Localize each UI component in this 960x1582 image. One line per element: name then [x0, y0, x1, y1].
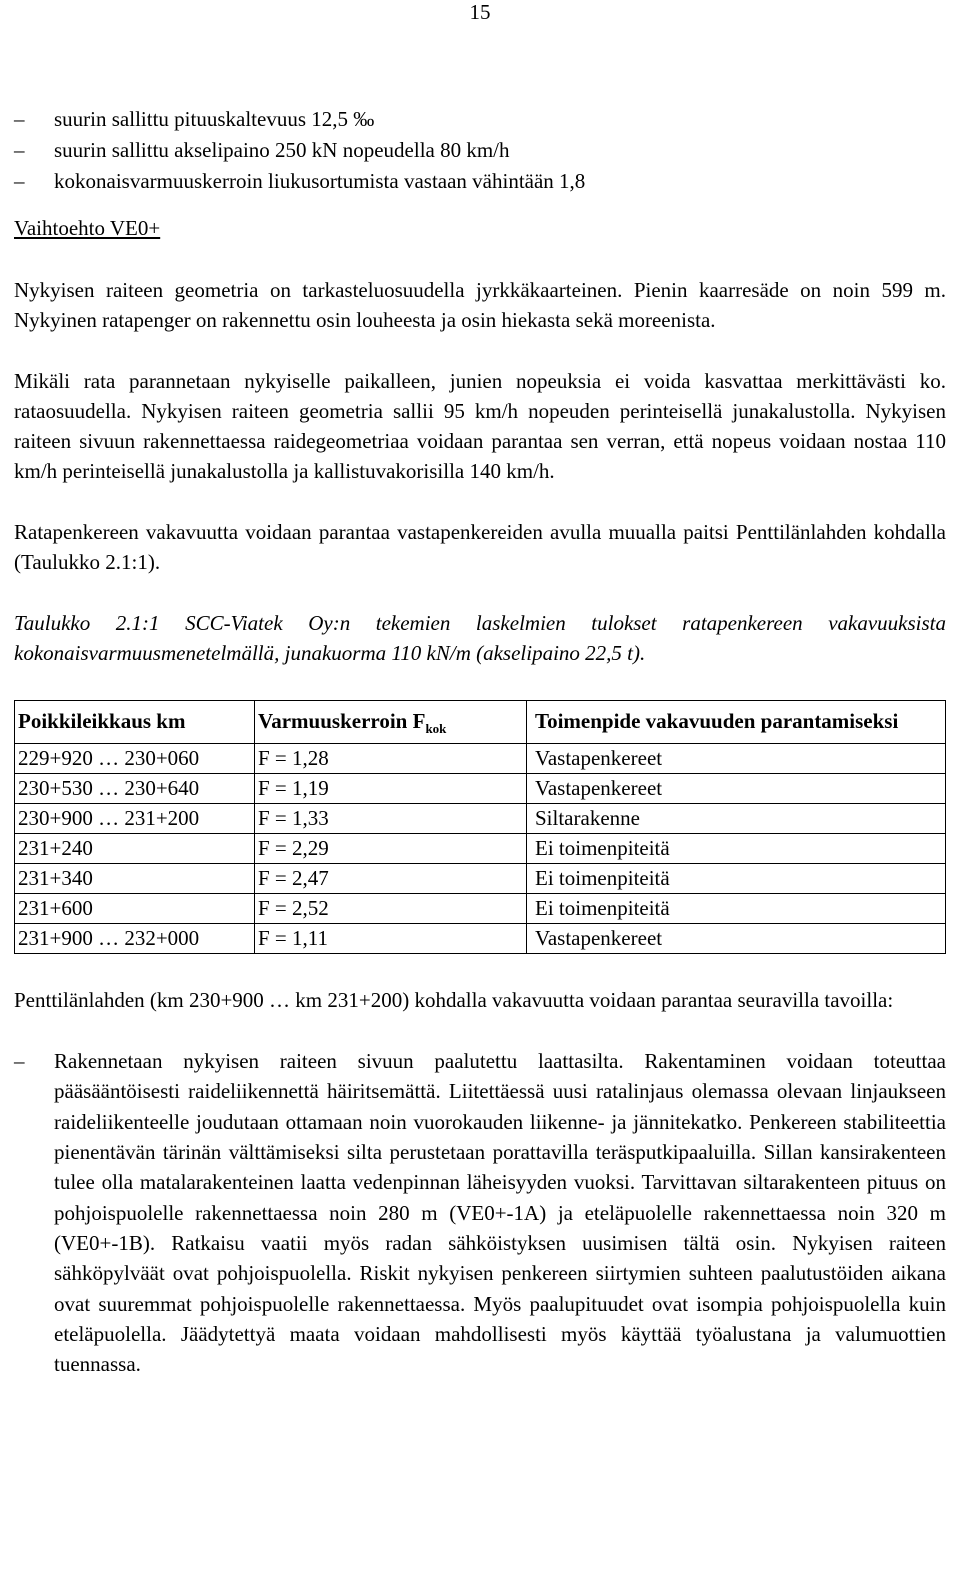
dash-glyph: – — [14, 169, 25, 193]
table-header-row — [15, 701, 946, 744]
list-item: – suurin sallittu pituuskaltevuus 12,5 ‰ — [14, 104, 946, 135]
requirements-list — [14, 104, 946, 197]
paragraph: Nykyisen raiteen geometria on tarkasteluosuudella jyrkkäkaarteinen. Pienin kaarresäde on noin 599 m. Nykyinen ratapenger on rakennettu osin louheesta ja osin hiekasta sekä moreenista. — [14, 278, 946, 332]
table-caption: Taulukko 2.1:1 SCC-Viatek Oy:n tekemien laskelmien tulokset ratapenkereen vakavuuksista kokonaisvarmuusmenetelmällä, junakuorma 110 kN/m (akselipaino 22,5 t). — [14, 611, 946, 665]
dash-glyph: – — [14, 107, 25, 131]
table-row: 231+600 F = 2,52 Ei toimenpiteitä — [15, 894, 946, 924]
header-cross-section: Poikkileikkaus km — [15, 701, 255, 744]
paragraph: Mikäli rata parannetaan nykyiselle paikalleen, junien nopeuksia ei voida kasvattaa merkittävästi ko. rataosuudella. Nykyisen raiteen geometria sallii 95 km/h nopeuden perinteisellä junakalustolla. Nykyisen raiteen sivuun rakennettaessa raidegeometriaa voidaan parantaa sen verran, että nopeus voidaan nostaa 110 km/h perinteisellä junakalustolla ja kallistuvakorisilla 140 km/h. — [14, 369, 946, 483]
results-table — [14, 700, 946, 954]
table-row: 229+920 … 230+060 F = 1,28 Vastapenkereet — [15, 744, 946, 774]
dash-glyph: – — [14, 1049, 25, 1074]
paragraph: Penttilänlahden (km 230+900 … km 231+200) kohdalla vakavuutta voidaan parantaa seuravilla tavoilla: — [14, 988, 894, 1013]
table-row: 230+900 … 231+200 F = 1,33 Siltarakenne — [15, 804, 946, 834]
table-row: 231+900 … 232+000 F = 1,11 Vastapenkereet — [15, 924, 946, 954]
list-item: – suurin sallittu akselipaino 250 kN nopeudella 80 km/h — [14, 135, 946, 166]
table-row: 231+340 F = 2,47 Ei toimenpiteitä — [15, 864, 946, 894]
header-measure: Toimenpide vakavuuden parantamiseksi — [527, 701, 946, 744]
page-content — [14, 104, 946, 1379]
page-number: 15 — [469, 0, 491, 24]
section-heading: Vaihtoehto VE0+ — [14, 216, 161, 240]
measures-list — [14, 1046, 946, 1379]
dash-glyph: – — [14, 138, 25, 162]
list-item: – kokonaisvarmuuskerroin liukusortumista vastaan vähintään 1,8 — [14, 166, 946, 197]
header-safety-factor: Varmuuskerroin $F_{kok}$ — [255, 701, 527, 744]
paragraph: Ratapenkereen vakavuutta voidaan parantaa vastapenkereiden avulla muualla paitsi Penttilänlahden kohdalla (Taulukko 2.1:1). — [14, 520, 946, 574]
table-row: 231+240 F = 2,29 Ei toimenpiteitä — [15, 834, 946, 864]
table-row: 230+530 … 230+640 F = 1,19 Vastapenkereet — [15, 774, 946, 804]
list-item: – Rakennetaan nykyisen raiteen sivuun paalutettu laattasilta. Rakentaminen voidaan toteuttaa pääsääntöisesti raideliikennettä häiritsemättä. Liitettäessä uusi ratalinjaus olemassa olevaan linjaukseen raideliikenteelle joudutaan ottamaan noin vuorokauden liikenne- ja jännitekatko. Penkereen stabiliteettia pienentävän tärinän välttämiseksi silta perustetaan porattavilla teräsputkipaaluilla. Sillan kansirakenteen tulee olla matalarakenteinen laatta vedenpinnan läheisyyden vuoksi. Tarvittavan siltarakenteen pituus on pohjoispuolelle rakennettaessa noin 280 m (VE0+-1A) ja eteläpuolelle rakennettaessa noin 320 m (VE0+-1B). Ratkaisu vaatii myös radan sähköistyksen uusimisen tältä osin. Nykyisen raiteen sähköpylväät ovat pohjoispuolella. Riskit nykyisen penkereen siirtymien suhteen paalutustöiden aikana ovat suuremmat pohjoispuolelle rakennettaessa. Myös paalupituudet ovat isompia pohjoispuolella kuin eteläpuolella. Jäädytettyä maata voidaan mahdollisesti myös käyttää työalustana ja valumuottien tuennassa. — [14, 1046, 946, 1379]
